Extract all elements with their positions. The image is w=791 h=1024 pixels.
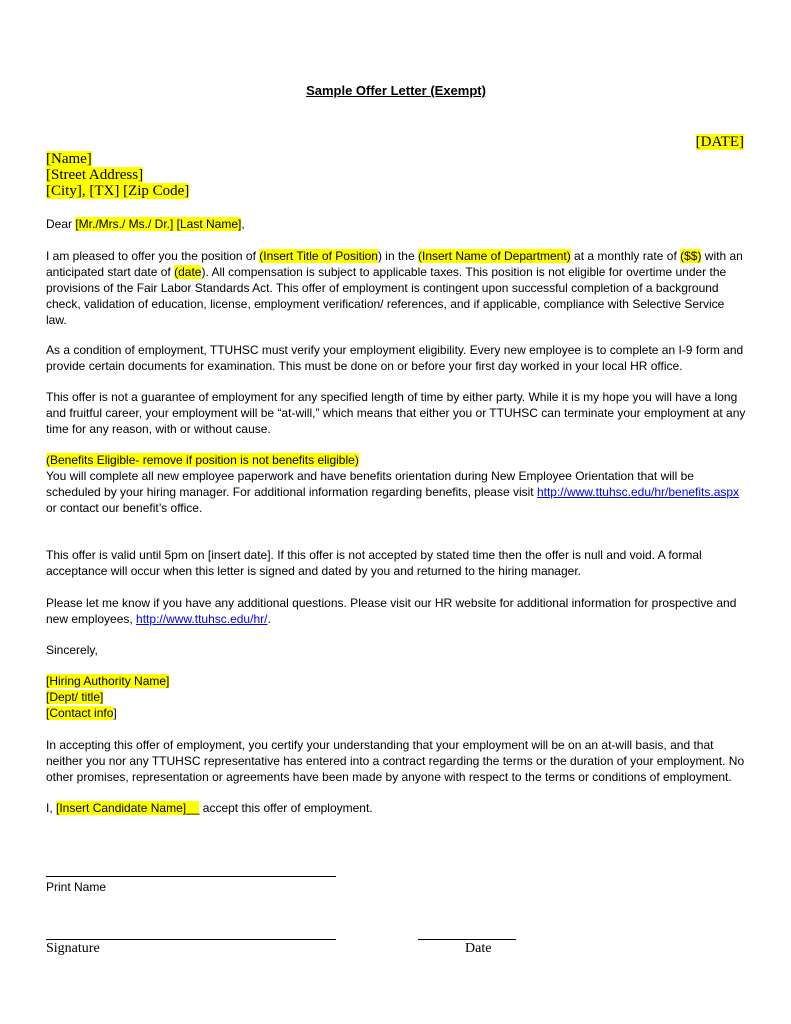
benefits-section xyxy=(46,452,746,516)
letter-title: Sample Offer Letter (Exempt) xyxy=(306,83,486,98)
offer-letter-page xyxy=(46,0,746,1024)
salutation-comma: , xyxy=(241,217,245,231)
hiring-authority-name: [Hiring Authority Name] xyxy=(46,674,170,688)
closing: Sincerely, xyxy=(46,643,98,657)
questions-after: . xyxy=(267,612,271,626)
print-name-line xyxy=(46,876,336,877)
salutation xyxy=(46,216,746,232)
rate-placeholder: ($$) xyxy=(680,249,702,263)
p1-text-2: ) in the xyxy=(377,249,418,263)
benefits-text: You will complete all new employee paperwork and have benefits orientation during New Employee Orientation that will be scheduled by your hiring manager. For additional information regarding benefits, please visit xyxy=(46,469,694,499)
paragraph-validity: This offer is valid until 5pm on [insert date]. If this offer is not accepted by stated time then the offer is null and void. A formal acceptance will occur when this letter is signed and dated by you and returned to the hiring manager. xyxy=(46,548,702,578)
recipient-street: [Street Address] xyxy=(46,167,144,183)
p1-text-1: I am pleased to offer you the position of xyxy=(46,249,260,263)
contact-info: [Contact info xyxy=(46,706,114,720)
department-placeholder: (Insert Name of Department) xyxy=(418,249,571,263)
salutation-name: [Mr./Mrs./ Ms./ Dr.] [Last Name] xyxy=(75,217,242,231)
paragraph-eligibility: As a condition of employment, TTUHSC must verify your employment eligibility. Every new employee is to complete an I-9 form and provide certain documents for examination. This must be done on or before your first day worked in your local HR office. xyxy=(46,343,744,373)
salutation-dear: Dear xyxy=(46,217,76,231)
questions-text: Please let me know if you have any additional questions. Please visit our HR website for additional information for prospective and new employees, xyxy=(46,596,737,626)
signer-block xyxy=(46,673,746,721)
paragraph-acceptance-terms: In accepting this offer of employment, you certify your understanding that your employment will be on an at-will basis, and that neither you nor any TTUHSC representative has entered into a contract regarding the terms or the duration of your employment. No other promises, representation or agreements have been made by anyone with respect to the terms or conditions of employment. xyxy=(46,738,745,784)
accept-suffix: accept this offer of employment. xyxy=(199,801,373,815)
p1-text-5: ). All compensation is subject to applicable taxes. This position is not eligible for overtime under the provisions of the Fair Labor Standards Act. This offer of employment is contingent upon successful completion of a background check, validation of education, license, employment verification/ references, and if applicable, compliance with Selective Service law. xyxy=(46,265,727,327)
paragraph-questions xyxy=(46,595,746,627)
signature-label: Signature xyxy=(46,941,100,956)
date-placeholder xyxy=(696,134,744,150)
recipient-city: [City], [TX] [Zip Code] xyxy=(46,183,190,199)
benefits-after: or contact our benefit’s office. xyxy=(46,501,203,515)
acceptance-statement xyxy=(46,800,746,816)
date-line xyxy=(418,939,516,940)
accept-prefix: I, xyxy=(46,801,57,815)
signature-line xyxy=(46,939,336,940)
recipient-address xyxy=(46,151,746,199)
recipient-name: [Name] xyxy=(46,151,92,167)
paragraph-position xyxy=(46,248,746,328)
benefits-link[interactable]: http://www.ttuhsc.edu/hr/benefits.aspx xyxy=(536,485,740,499)
p1-text-3: at a monthly rate of xyxy=(570,249,681,263)
benefits-heading: (Benefits Eligible- remove if position is not benefits eligible) xyxy=(46,453,359,467)
date-highlight: [DATE] xyxy=(695,134,744,150)
paragraph-at-will: This offer is not a guarantee of employment for any specified length of time by either party. While it is my hope you will have a long and fruitful career, your employment will be “at-will,” which means that either you or TTUHSC can terminate your employment at any time for any reason, with or without cause. xyxy=(46,390,746,436)
candidate-name-placeholder: [Insert Candidate Name]__ xyxy=(56,801,200,815)
contact-info-end: ] xyxy=(113,706,117,720)
date-label: Date xyxy=(465,941,492,956)
print-name-label: Print Name xyxy=(46,880,107,894)
start-date-placeholder: (date xyxy=(174,265,202,279)
hr-website-link[interactable]: http://www.ttuhsc.edu/hr/ xyxy=(136,612,268,626)
dept-title: [Dept/ title] xyxy=(46,690,104,704)
position-placeholder: (Insert Title of Position xyxy=(259,249,378,263)
p1-text-4: with an anticipated start date of xyxy=(46,249,743,279)
